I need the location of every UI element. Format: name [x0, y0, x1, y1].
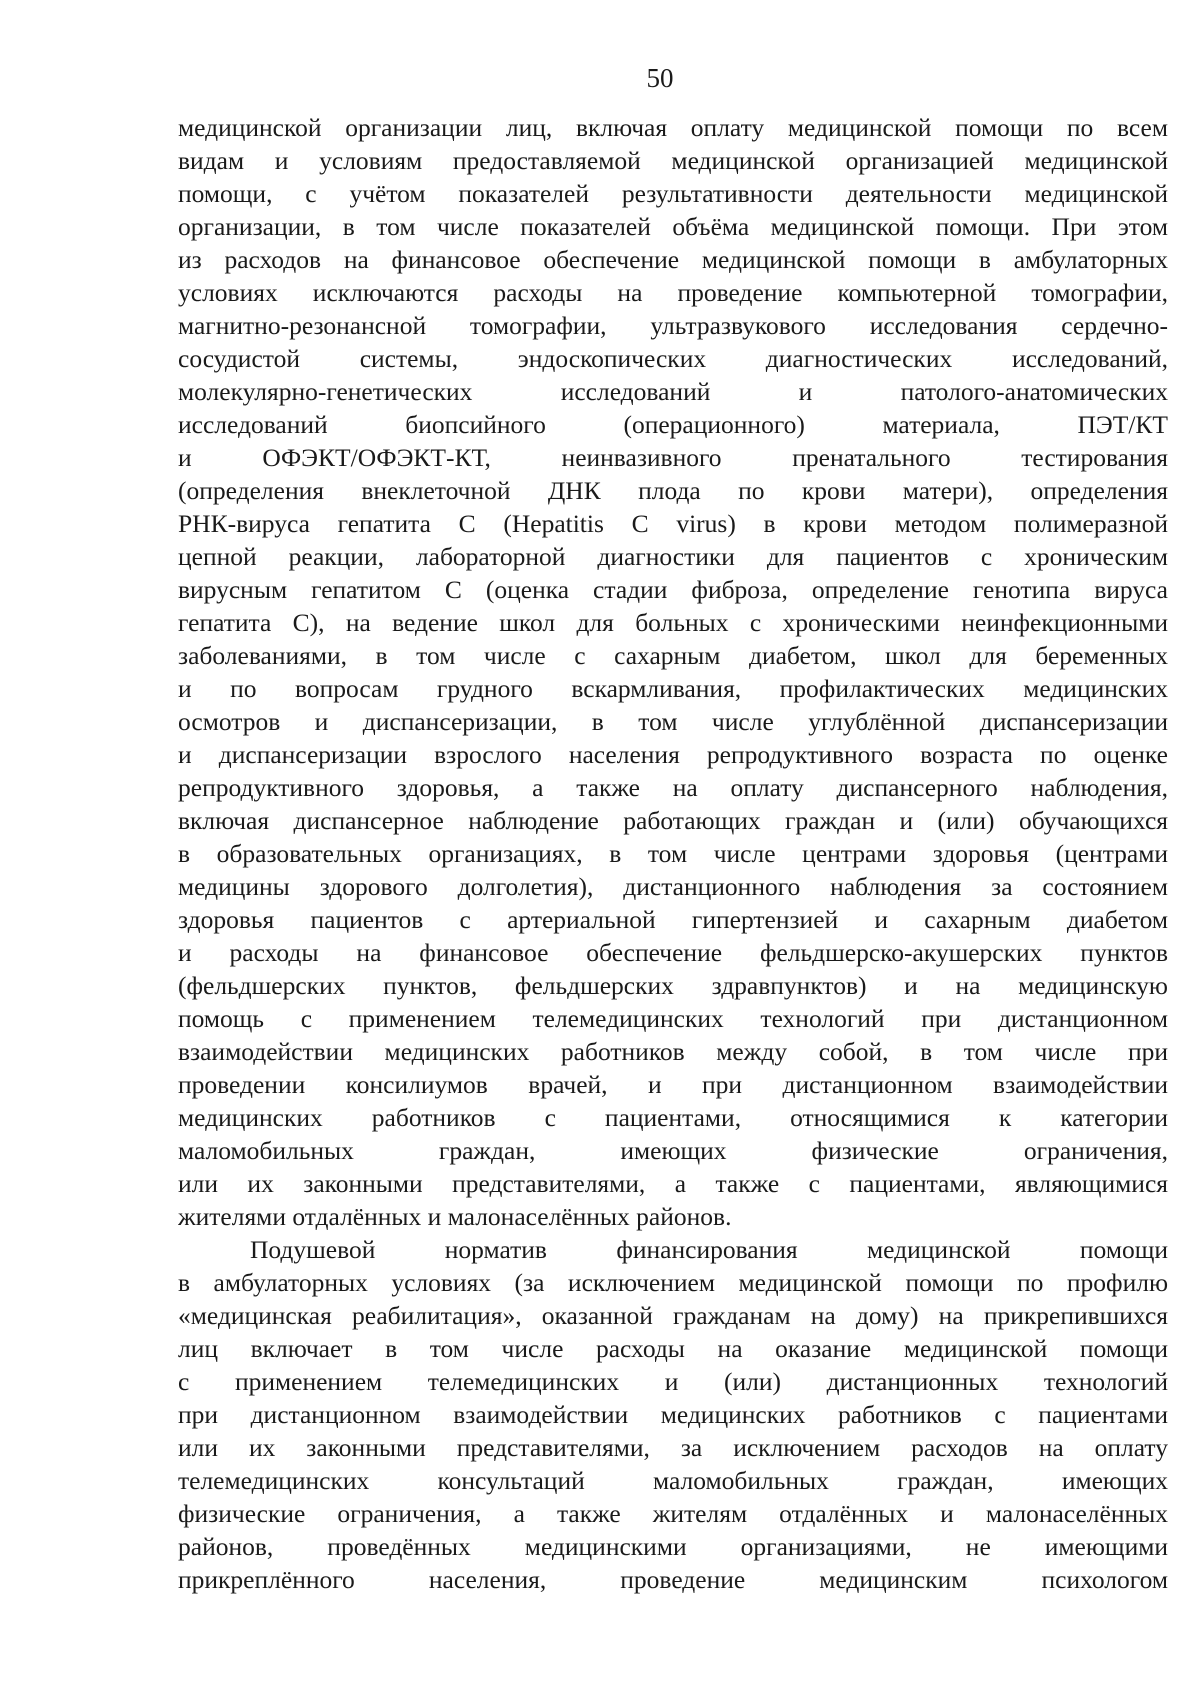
text-line: взаимодействии медицинских работников между собой, в том числе при — [178, 1037, 1168, 1066]
text-line: медицины здорового долголетия), дистанционного наблюдения за состоянием — [178, 872, 1168, 901]
text-line: вирусным гепатитом С (оценка стадии фиброза, определение генотипа вируса — [178, 575, 1168, 604]
text-line: гепатита С), на ведение школ для больных с хроническими неинфекционными — [178, 608, 1168, 637]
document-body — [178, 111, 1168, 1596]
text-line: или их законными представителями, за исключением расходов на оплату — [178, 1433, 1168, 1462]
text-line: и ОФЭКТ/ОФЭКТ-КТ, неинвазивного пренатального тестирования — [178, 443, 1168, 472]
text-line: медицинской организации лиц, включая оплату медицинской помощи по всем — [178, 113, 1168, 142]
text-line: осмотров и диспансеризации, в том числе углублённой диспансеризации — [178, 707, 1168, 736]
text-line: жителями отдалённых и малонаселённых районов. — [178, 1202, 732, 1231]
text-line: молекулярно-генетических исследований и патолого-анатомических — [178, 377, 1168, 406]
text-line: при дистанционном взаимодействии медицинских работников с пациентами — [178, 1400, 1168, 1429]
text-line: исследований биопсийного (операционного) материала, ПЭТ/КТ — [178, 410, 1168, 439]
page-number: 50 — [646, 63, 674, 93]
text-line: условиях исключаются расходы на проведение компьютерной томографии, — [178, 278, 1168, 307]
text-line: помощь с применением телемедицинских технологий при дистанционном — [178, 1004, 1168, 1033]
text-line: и диспансеризации взрослого населения репродуктивного возраста по оценке — [178, 740, 1168, 769]
text-line: в образовательных организациях, в том числе центрами здоровья (центрами — [178, 839, 1168, 868]
text-line: сосудистой системы, эндоскопических диагностических исследований, — [178, 344, 1168, 373]
text-line: или их законными представителями, а также с пациентами, являющимися — [178, 1169, 1168, 1198]
paragraph — [178, 111, 1168, 1233]
text-line: включая диспансерное наблюдение работающих граждан и (или) обучающихся — [178, 806, 1168, 835]
text-line: (определения внеклеточной ДНК плода по крови матери), определения — [178, 476, 1168, 505]
text-line: и по вопросам грудного вскармливания, профилактических медицинских — [178, 674, 1168, 703]
text-line: в амбулаторных условиях (за исключением медицинской помощи по профилю — [178, 1268, 1168, 1297]
text-line: помощи, с учётом показателей результативности деятельности медицинской — [178, 179, 1168, 208]
text-line: организации, в том числе показателей объёма медицинской помощи. При этом — [178, 212, 1168, 241]
text-line: репродуктивного здоровья, а также на оплату диспансерного наблюдения, — [178, 773, 1168, 802]
text-line: районов, проведённых медицинскими организациями, не имеющими — [178, 1532, 1168, 1561]
text-line: проведении консилиумов врачей, и при дистанционном взаимодействии — [178, 1070, 1168, 1099]
text-line: (фельдшерских пунктов, фельдшерских здравпунктов) и на медицинскую — [178, 971, 1168, 1000]
text-line: лиц включает в том числе расходы на оказание медицинской помощи — [178, 1334, 1168, 1363]
text-line: прикреплённого населения, проведение медицинским психологом — [178, 1565, 1168, 1594]
text-line: Подушевой норматив финансирования медицинской помощи — [250, 1235, 1168, 1264]
text-line: здоровья пациентов с артериальной гипертензией и сахарным диабетом — [178, 905, 1168, 934]
text-line: видам и условиям предоставляемой медицинской организацией медицинской — [178, 146, 1168, 175]
text-line: маломобильных граждан, имеющих физические ограничения, — [178, 1136, 1168, 1165]
text-line: и расходы на финансовое обеспечение фельдшерско-акушерских пунктов — [178, 938, 1168, 967]
text-line: из расходов на финансовое обеспечение медицинской помощи в амбулаторных — [178, 245, 1168, 274]
text-line: цепной реакции, лабораторной диагностики для пациентов с хроническим — [178, 542, 1168, 571]
text-line: с применением телемедицинских и (или) дистанционных технологий — [178, 1367, 1168, 1396]
text-line: телемедицинских консультаций маломобильных граждан, имеющих — [178, 1466, 1168, 1495]
text-line: заболеваниями, в том числе с сахарным диабетом, школ для беременных — [178, 641, 1168, 670]
text-line: РНК-вируса гепатита С (Hepatitis C virus) в крови методом полимеразной — [178, 509, 1168, 538]
text-line: магнитно-резонансной томографии, ультразвукового исследования сердечно- — [178, 311, 1168, 340]
text-line: физические ограничения, а также жителям отдалённых и малонаселённых — [178, 1499, 1168, 1528]
paragraph — [178, 1233, 1168, 1596]
text-line: «медицинская реабилитация», оказанной гражданам на дому) на прикрепившихся — [178, 1301, 1168, 1330]
text-line: медицинских работников с пациентами, относящимися к категории — [178, 1103, 1168, 1132]
